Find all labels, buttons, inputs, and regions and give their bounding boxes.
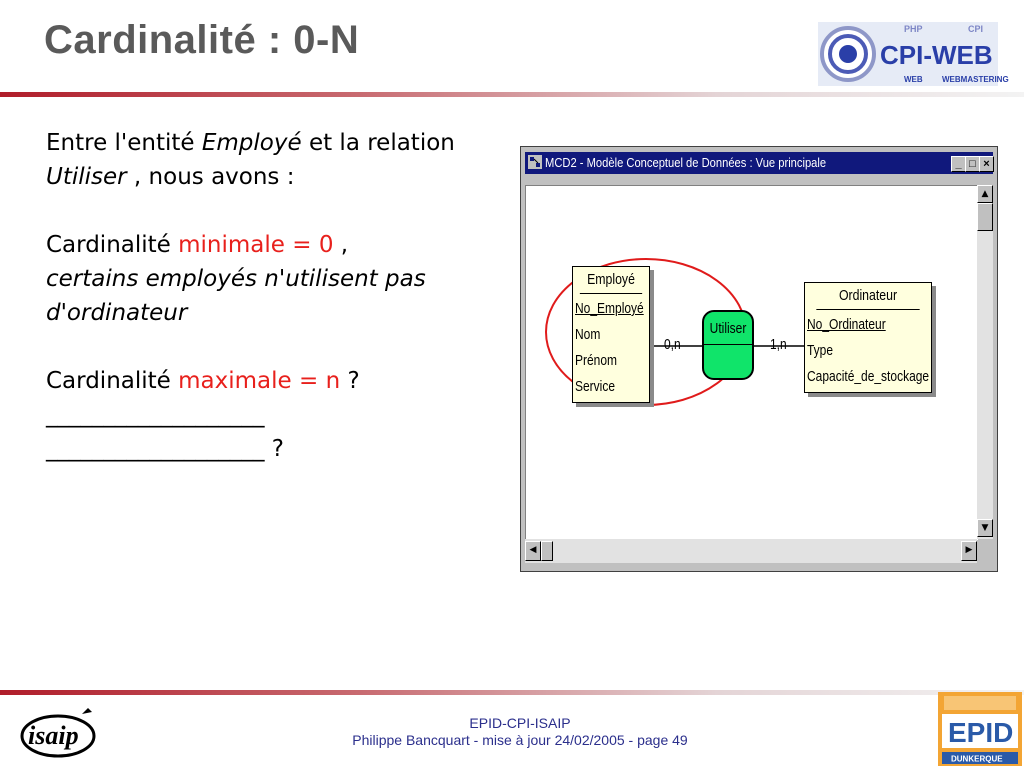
footer-line-2: Philippe Bancquart - mise à jour 24/02/2005 - page 49 xyxy=(352,732,688,748)
cpi-web-logo xyxy=(818,22,1009,86)
entity-ordinateur[interactable] xyxy=(804,282,932,393)
vertical-scroll-thumb[interactable] xyxy=(977,203,993,231)
footer-line-1: EPID-CPI-ISAIP xyxy=(469,715,571,731)
slide-body xyxy=(46,126,466,466)
paragraph-min: Cardinalité minimale = 0 , certains employés n'utilisent pas d'ordinateur xyxy=(46,232,426,326)
entity-employe-attr: Nom xyxy=(575,326,601,343)
vertical-scrollbar[interactable] xyxy=(977,185,993,539)
scroll-down-arrow-icon[interactable]: ▼ xyxy=(977,519,993,537)
scroll-left-arrow-icon[interactable]: ◀ xyxy=(525,541,541,561)
scroll-right-arrow-icon[interactable]: ▶ xyxy=(961,541,977,561)
horizontal-scrollbar[interactable] xyxy=(525,539,977,563)
svg-text:DUNKERQUE: DUNKERQUE xyxy=(951,754,1003,764)
horizontal-scroll-thumb[interactable] xyxy=(541,541,553,561)
entity-ordinateur-attr: Type xyxy=(807,342,834,359)
cpi-logo-cpi: CPI xyxy=(968,24,984,34)
svg-text:isaip: isaip xyxy=(28,721,79,750)
cpi-logo-webmastering: WEBMASTERING xyxy=(942,75,1009,84)
cpi-logo-php: PHP xyxy=(904,24,923,34)
slide-footer xyxy=(300,715,740,749)
answer-blank-1: ___________________ xyxy=(46,402,265,428)
cardinality-left: 0,n xyxy=(664,336,681,353)
mcd-window xyxy=(520,146,998,572)
cpi-logo-web: WEB xyxy=(904,75,923,84)
window-title: MCD2 - Modèle Conceptuel de Données : Vue principale xyxy=(545,155,827,170)
paragraph-max: Cardinalité maximale = n ? ___________________ ___________________ ? xyxy=(46,368,360,462)
relation-utiliser[interactable] xyxy=(702,310,754,380)
entity-employe-attr: Service xyxy=(575,378,616,395)
bottom-divider xyxy=(0,690,1024,695)
relation-name: Utiliser xyxy=(709,320,747,337)
app-icon xyxy=(528,155,542,169)
entity-employe-name: Employé xyxy=(580,267,642,294)
diagram-canvas[interactable] xyxy=(525,185,978,540)
close-button[interactable]: × xyxy=(979,156,994,172)
entity-employe-attr: No_Employé xyxy=(575,300,644,317)
entity-ordinateur-attr: Capacité_de_stockage xyxy=(807,368,930,385)
minimize-button[interactable]: _ xyxy=(951,156,966,172)
entity-ordinateur-name: Ordinateur xyxy=(816,283,919,310)
svg-text:EPID: EPID xyxy=(948,717,1014,748)
scroll-up-arrow-icon[interactable]: ▲ xyxy=(977,185,993,203)
paragraph-intro: Entre l'entité Employé et la relation Utiliser , nous avons : xyxy=(46,130,455,190)
slide-title: Cardinalité : 0-N xyxy=(44,18,360,62)
answer-blank-2: ___________________ xyxy=(46,436,265,462)
epid-logo xyxy=(938,692,1022,766)
top-divider xyxy=(0,92,1024,97)
entity-ordinateur-attr: No_Ordinateur xyxy=(807,316,886,333)
cardinality-right: 1,n xyxy=(770,336,787,353)
entity-employe[interactable] xyxy=(572,266,650,403)
maximize-button[interactable]: □ xyxy=(965,156,980,172)
isaip-logo xyxy=(18,706,104,762)
cpi-logo-brand: CPI-WEB xyxy=(880,40,993,70)
entity-employe-attr: Prénom xyxy=(575,352,618,369)
window-titlebar[interactable] xyxy=(525,152,993,174)
